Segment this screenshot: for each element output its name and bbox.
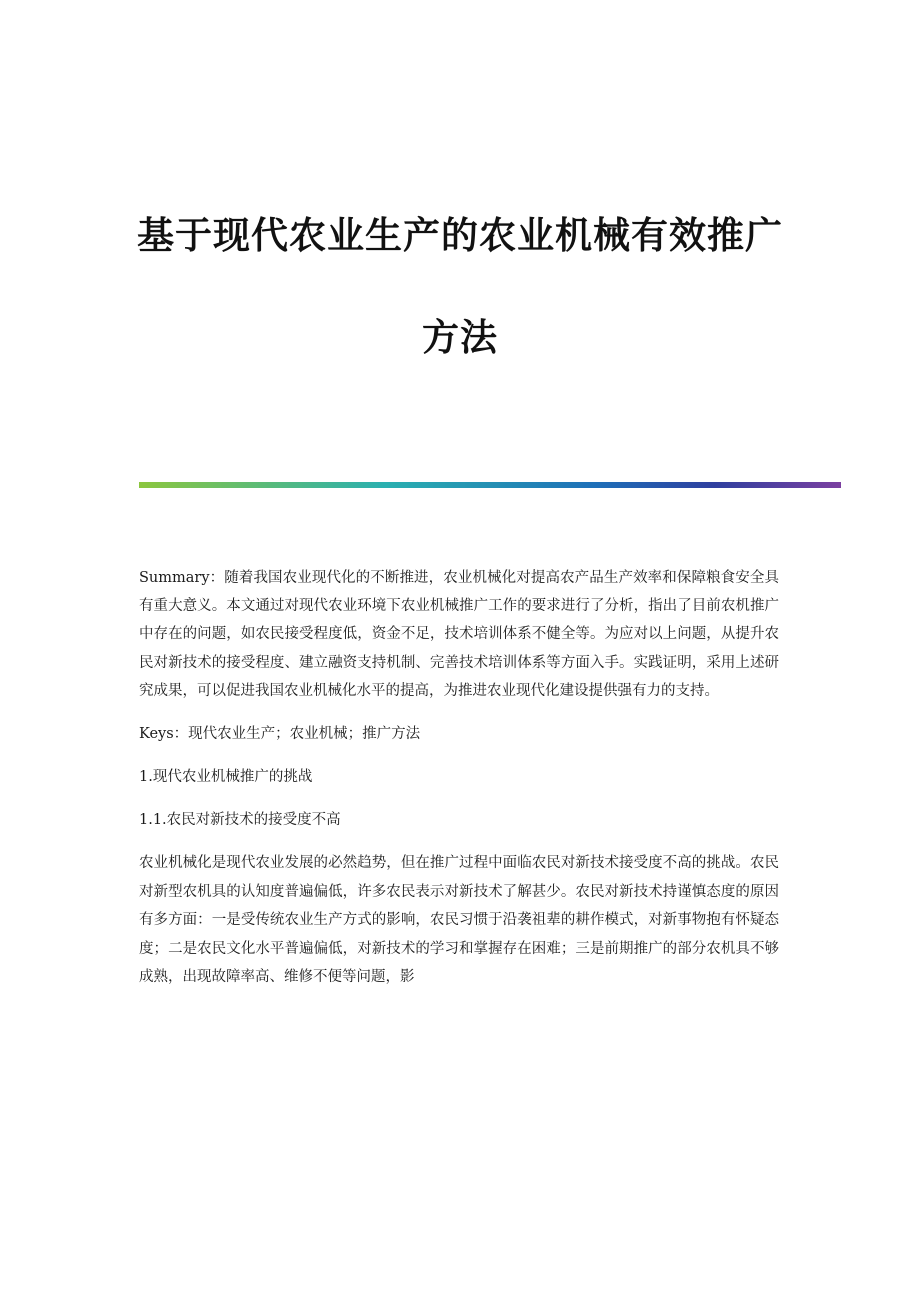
title-line-2: 方法 [422, 316, 498, 359]
document-body [139, 564, 779, 992]
keywords-line: Keys：现代农业生产；农业机械；推广方法 [139, 726, 421, 743]
summary-paragraph: Summary：随着我国农业现代化的不断推进，农业机械化对提高农产品生产效率和保障粮食安全具有重大意义。本文通过对现代农业环境下农业机械推广工作的要求进行了分析，指出了目前农机推广中存在的问题，如农民接受程度低，资金不足，技术培训体系不健全等。为应对以上问题，从提升农民对新技术的接受程度、建立融资支持机制、完善技术培训体系等方面入手。实践证明，采用上述研究成果，可以促进我国农业机械化水平的提高，为推进农业现代化建设提供强有力的支持。 [139, 570, 779, 699]
section-heading: 1.现代农业机械推广的挑战 [139, 769, 313, 786]
body-paragraph: 农业机械化是现代农业发展的必然趋势，但在推广过程中面临农民对新技术接受度不高的挑战。农民对新型农机具的认知度普遍偏低，许多农民表示对新技术了解甚少。农民对新技术持谨慎态度的原因有多方面：一是受传统农业生产方式的影响，农民习惯于沿袭祖辈的耕作模式，对新事物抱有怀疑态度；二是农民文化水平普遍偏低，对新技术的学习和掌握存在困难；三是前期推广的部分农机具不够成熟，出现故障率高、维修不便等问题，影 [139, 855, 779, 986]
title-line-1: 基于现代农业生产的农业机械有效推广 [137, 214, 783, 257]
subsection-heading: 1.1.农民对新技术的接受度不高 [139, 812, 341, 829]
gradient-divider [139, 482, 841, 488]
